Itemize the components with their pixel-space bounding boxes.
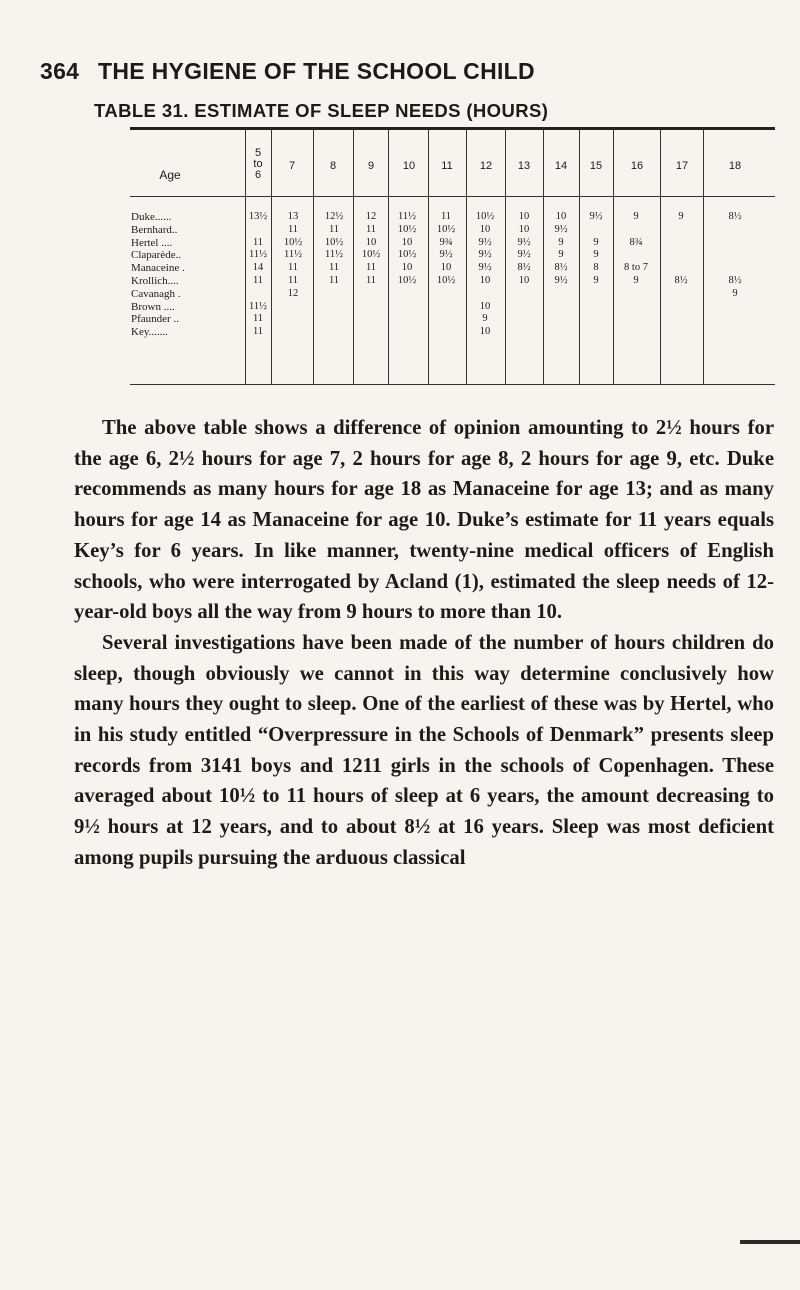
table-top-rule [130,127,775,130]
table-cell: 9 [593,236,599,248]
table-cell: 11½ [249,300,267,312]
table-cell: 9½ [439,249,453,261]
table-cell [385,301,429,314]
page-number: 364 [40,58,80,84]
table-cell: 10 [440,262,452,274]
table-cell: 10 [518,274,530,286]
table-column [463,211,507,339]
table-cell: 11½ [284,249,302,261]
table-cell: 9½ [554,223,568,235]
table-cell: 10½ [475,211,495,222]
age-header-18: 18 [728,160,742,172]
table-cell: 10 [401,262,413,274]
table-cell [659,301,703,314]
table-cell: 11 [328,223,340,235]
table-cell: 11 [328,274,340,286]
table-cell: 9¾ [439,236,453,248]
table-cell: 8½ [728,274,742,286]
table-cell [424,288,468,301]
table-cell: 9½ [517,236,531,248]
table-cell [659,249,703,262]
table-cell: 10 [365,236,377,248]
table-cell: 12 [287,287,299,299]
table-cell [614,249,658,262]
table-bottom-rule [130,384,775,385]
page-edge-mark [740,1240,800,1244]
age-header-10: 10 [402,160,416,172]
table-cell: 11½ [249,249,267,261]
table-cell [713,326,757,339]
table-cell: 9½ [554,274,568,286]
age-header-9: 9 [367,160,375,172]
table-cell: 11½ [398,211,416,222]
table-cell: 10½ [397,249,417,261]
table-cell [614,301,658,314]
table-cell [659,237,703,250]
table-cell [659,313,703,326]
table-cell: 9 [678,211,684,222]
table-cell: 13 [287,211,299,222]
table-cell: 11½ [325,249,343,261]
age-header-17: 17 [675,160,689,172]
table-cell: 10½ [436,274,456,286]
table-cell: 10½ [283,236,303,248]
table-cell [574,301,618,314]
running-title: THE HYGIENE OF THE SCHOOL CHILD [97,58,535,84]
age-header-13: 13 [517,160,531,172]
row-label: Claparède.. [131,249,182,262]
table-cell: 12 [365,211,377,222]
table-cell [574,326,618,339]
table-cell: 10 [518,211,530,222]
header-line: 5 [254,147,262,159]
age-header-14: 14 [554,160,568,172]
column-divider [703,130,704,384]
table-cell: 9 [482,313,488,325]
table-cell: 9 [593,274,599,286]
table-cell: 10½ [397,274,417,286]
table-cell [574,224,618,237]
table-cell [659,288,703,301]
row-label: Bernhard.. [131,223,178,236]
table-cell [271,313,315,326]
age-header-12: 12 [479,160,493,172]
table-cell: 8½ [554,262,568,274]
table-cell [424,301,468,314]
table-cell: 11 [252,313,264,325]
table-header-rule [130,196,775,197]
table-cell: 9½ [478,262,492,274]
row-label: Duke...... [131,211,172,223]
table-cell: 8½ [728,211,742,222]
row-label: Pfaunder .. [131,313,179,326]
table-cell: 14 [252,262,264,274]
table-cell [713,262,757,275]
table-cell: 8½ [517,262,531,274]
table-cell: 10 [479,223,491,235]
table-cell: 11 [328,262,340,274]
table-cell: 10 [518,223,530,235]
table-cell: 9½ [478,249,492,261]
table-cell: 11 [365,223,377,235]
table-cell: 11 [287,223,299,235]
table-cell [713,301,757,314]
table-cell: 11 [365,274,377,286]
age-header: Age [159,168,181,182]
row-label: Manaceine . [131,262,185,275]
table-cell: 9 [633,211,639,222]
row-label: Hertel .... [131,236,173,249]
table-cell: 10 [479,326,491,338]
table-cell: 11 [440,211,452,222]
table-cell: 11 [252,326,264,338]
table-column [385,211,429,339]
table-cell: 11 [287,274,299,286]
table-cell: 10 [555,211,567,222]
table-cell: 11 [252,236,264,248]
table-cell: 11 [365,262,377,274]
table-cell: 8½ [674,274,688,286]
table-cell: 10 [401,236,413,248]
table-cell: 9½ [478,236,492,248]
table-cell [574,288,618,301]
table-cell: 9 [633,274,639,286]
table-cell [614,224,658,237]
table-title: TABLE 31. ESTIMATE OF SLEEP NEEDS (HOURS) [94,100,549,121]
table-cell [574,313,618,326]
age-header-8: 8 [329,160,337,172]
table-cell [713,224,757,237]
age-header-11: 11 [441,160,453,172]
table-cell [424,326,468,339]
table-cell: 8 [593,262,599,274]
table-cell: 13½ [248,211,268,222]
paragraph: Several investigations have been made of the number of hours children do sleep, though obviously we cannot in this way determine conclusively how many hours they ought to sleep. One of the earliest of these was by Hertel, who in his study entitled “Overpressure in the Schools of Denmark” presents sleep records from 3141 boys and 1211 girls in the schools of Copenhagen. These averaged about 10½ to 11 hours of sleep at 6 years, the amount decreasing to 9½ hours at 12 years, and to about 8½ at 16 years. Sleep was most deficient among pupils pursuing the arduous classical [74,631,774,869]
paragraph: The above table shows a difference of opinion amounting to 2½ hours for the age 6, 2½ hours for age 7, 2 hours for age 8, 2 hours for age 9, etc. Duke recommends as many hours for age 18 as Manaceine for age 13; and as many hours for age 14 as Manaceine for age 10. Duke’s estimate for 11 years equals Key’s for 6 years. In like manner, twenty-nine medical officers of English schools, who were interrogated by Acland (1), estimated the sleep needs of 12-year-old boys all the way from 9 hours to more than 10. [74,417,774,624]
table-column [659,211,703,339]
table-cell: 9 [593,249,599,261]
table-cell [713,237,757,250]
row-label: Key....... [131,326,168,339]
table-cell: 11 [252,274,264,286]
running-header [40,58,760,85]
age-header-7: 7 [288,160,296,172]
header-line: to [253,158,263,170]
table-cell [271,301,315,314]
header-line: 6 [254,169,262,181]
table-cell: 9 [558,236,564,248]
author-names-column [131,211,245,339]
table-cell: 10½ [397,223,417,235]
table-cell [385,288,429,301]
table-cell: 8 to 7 [624,262,648,274]
table-cell: 9 [558,249,564,261]
row-label: Cavanagh . [131,287,181,300]
table-cell [614,288,658,301]
table-cell [463,288,507,301]
table-cell [614,313,658,326]
table-cell: 10½ [324,236,344,248]
row-label: Krollich.... [131,274,179,287]
table-column [271,211,315,339]
table-cell: 10½ [436,223,456,235]
table-cell [385,313,429,326]
table-cell [424,313,468,326]
table-column [713,211,757,339]
age-header-16: 16 [630,160,644,172]
table-cell: 9½ [517,249,531,261]
table-cell: 11 [287,262,299,274]
age-header-15: 15 [589,160,603,172]
body-text [74,413,774,874]
table-cell [659,326,703,339]
table-cell [385,326,429,339]
table-cell [713,249,757,262]
table-cell [659,224,703,237]
table-column [574,211,618,339]
table-column [424,211,468,339]
table-cell: 10½ [361,249,381,261]
table-cell: 9 [732,287,738,299]
table-cell [659,262,703,275]
table-cell [614,326,658,339]
table-cell: 8¾ [629,236,643,248]
row-label: Brown .... [131,300,175,313]
table-cell: 10 [479,274,491,286]
table-cell: 9½ [589,211,603,222]
table-cell: 10 [479,300,491,312]
table-cell [713,313,757,326]
table-cell: 12½ [324,211,344,222]
table-column [614,211,658,339]
table-cell [271,326,315,339]
